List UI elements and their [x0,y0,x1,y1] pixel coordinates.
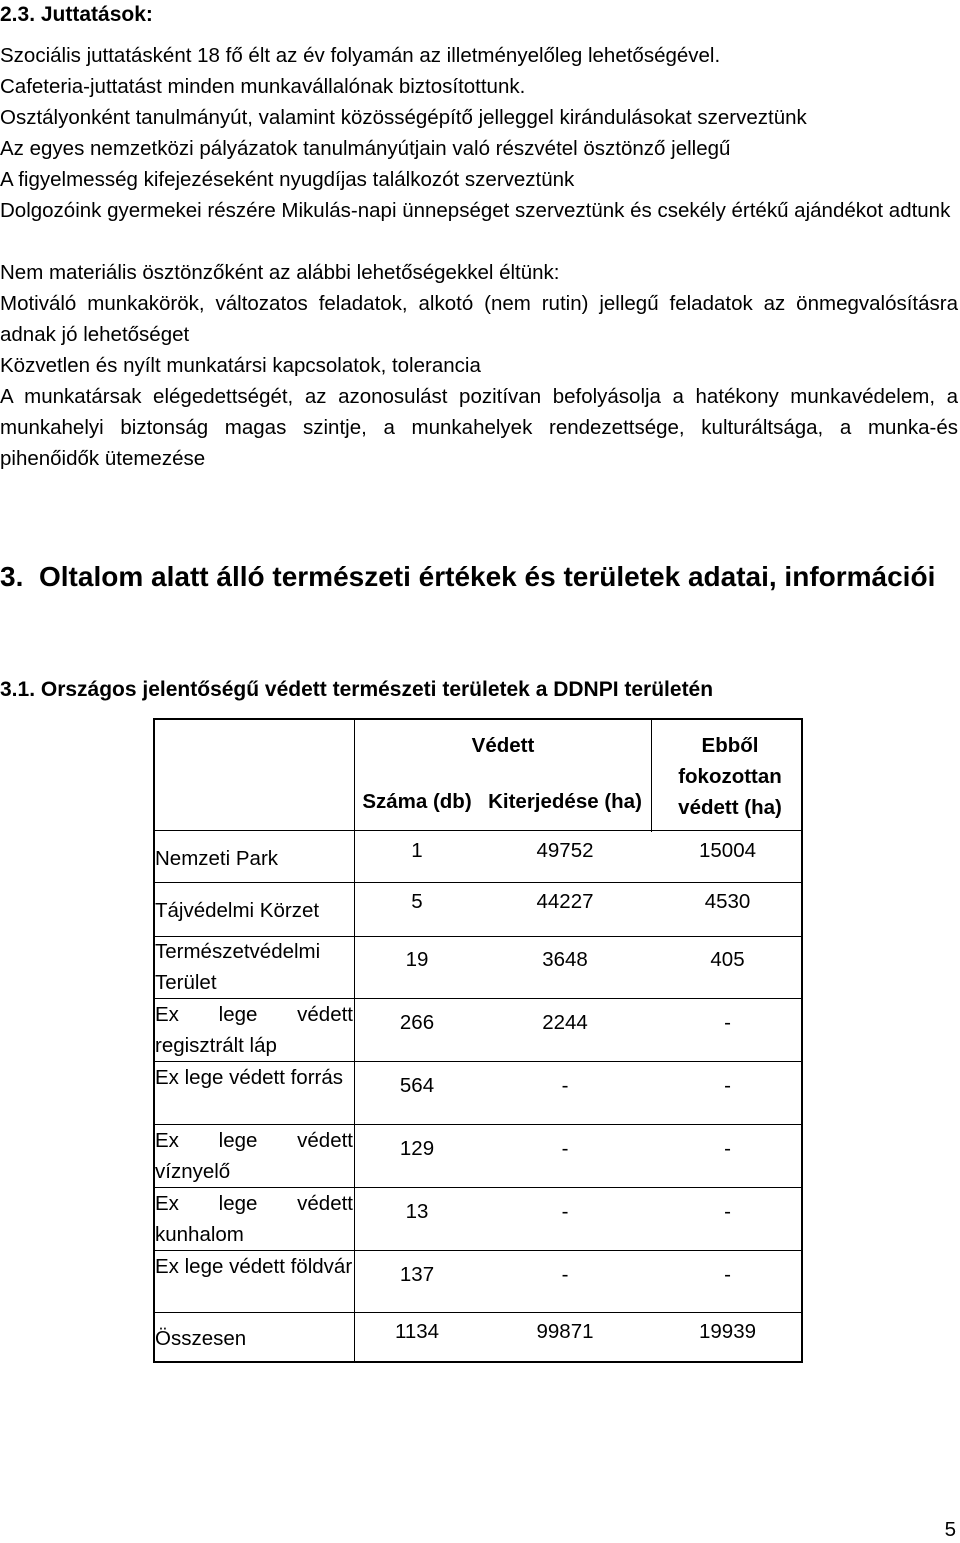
header-strictly-protected: Ebből fokozottan védett (ha) [678,734,782,819]
cell-strict: - [724,1137,731,1160]
cell-count: 137 [399,1263,435,1286]
section-number: 3. [0,561,24,592]
cell-extent: 44227 [536,890,594,913]
cell-extent: - [561,1137,569,1160]
paragraph: A munkatársak elégedettségét, az azonosulást pozitívan befolyásolja a hatékony munkavédelem, a munkahelyi biztonság magas szintje, a munkahelyek rendezettsége, kulturáltsága, a munka-és pihenőidők ütemezése [0,385,958,470]
row-label: Ex lege védett forrás [155,1066,344,1089]
row-label: Ex lege védett regisztrált láp [155,1003,353,1057]
paragraph: Cafeteria-juttatást minden munkavállalónak biztosítottunk. [0,75,526,98]
section-heading-3-1: 3.1. Országos jelentőségű védett természeti területek a DDNPI területén [0,678,714,701]
cell-count: 5 [411,890,423,913]
cell-strict: - [724,1200,731,1223]
paragraph: Az egyes nemzetközi pályázatok tanulmányútjain való részvétel ösztönző jellegű [0,137,731,160]
cell-extent: 2244 [542,1011,588,1034]
row-label: Ex lege védett földvár [155,1255,353,1278]
protected-areas-table [153,718,803,1363]
cell-extent: 3648 [542,948,588,971]
row-label: Természetvédelmi Terület [155,940,321,994]
cell-count: 19 [405,948,429,971]
paragraph: Szociális juttatásként 18 fő élt az év folyamán az illetményelőleg lehetőségével. [0,44,721,67]
cell-strict: - [724,1011,731,1034]
paragraph: Motiváló munkakörök, változatos feladatok, alkotó (nem rutin) jellegű feladatok az önmegvalósításra adnak jó lehetőséget [0,292,958,346]
cell-extent: - [561,1074,569,1097]
paragraph: Osztályonként tanulmányút, valamint közösségépítő jelleggel kirándulásokat szerveztünk [0,106,807,129]
cell-extent: - [561,1200,569,1223]
row-label: Tájvédelmi Körzet [155,899,320,922]
paragraph: Közvetlen és nyílt munkatársi kapcsolatok, tolerancia [0,354,481,377]
cell-count: 13 [405,1200,429,1223]
page-number: 5 [944,1518,956,1541]
cell-strict: 405 [710,948,745,971]
cell-count: 564 [399,1074,435,1097]
section-title: Oltalom alatt álló természeti értékek és területek adatai, információi [39,561,936,592]
cell-extent: 99871 [536,1320,594,1343]
row-label: Összesen [155,1327,247,1350]
row-label: Ex lege védett kunhalom [155,1192,353,1246]
cell-count: 129 [399,1137,435,1160]
header-protected: Védett [471,734,535,757]
cell-strict: - [724,1263,731,1286]
cell-count: 266 [399,1011,435,1034]
cell-strict: 15004 [698,839,756,862]
cell-count: 1134 [394,1320,440,1343]
cell-count: 1 [411,839,423,862]
section-heading-2-3: 2.3. Juttatások: [0,3,153,26]
row-label: Ex lege védett víznyelő [155,1129,353,1183]
cell-strict: 19939 [698,1320,756,1343]
paragraph: Nem materiális ösztönzőként az alábbi lehetőségekkel éltünk: [0,261,560,284]
cell-extent: - [561,1263,569,1286]
header-extent: Kiterjedése (ha) [488,790,642,813]
cell-strict: - [724,1074,731,1097]
header-count: Száma (db) [362,790,472,813]
paragraph: Dolgozóink gyermekei részére Mikulás-napi ünnepséget szerveztünk és csekély értékű ajándékot adtunk [0,199,951,222]
cell-strict: 4530 [704,890,751,913]
paragraph: A figyelmesség kifejezéseként nyugdíjas találkozót szerveztünk [0,168,575,191]
row-label: Nemzeti Park [155,847,279,870]
cell-extent: 49752 [536,839,594,862]
